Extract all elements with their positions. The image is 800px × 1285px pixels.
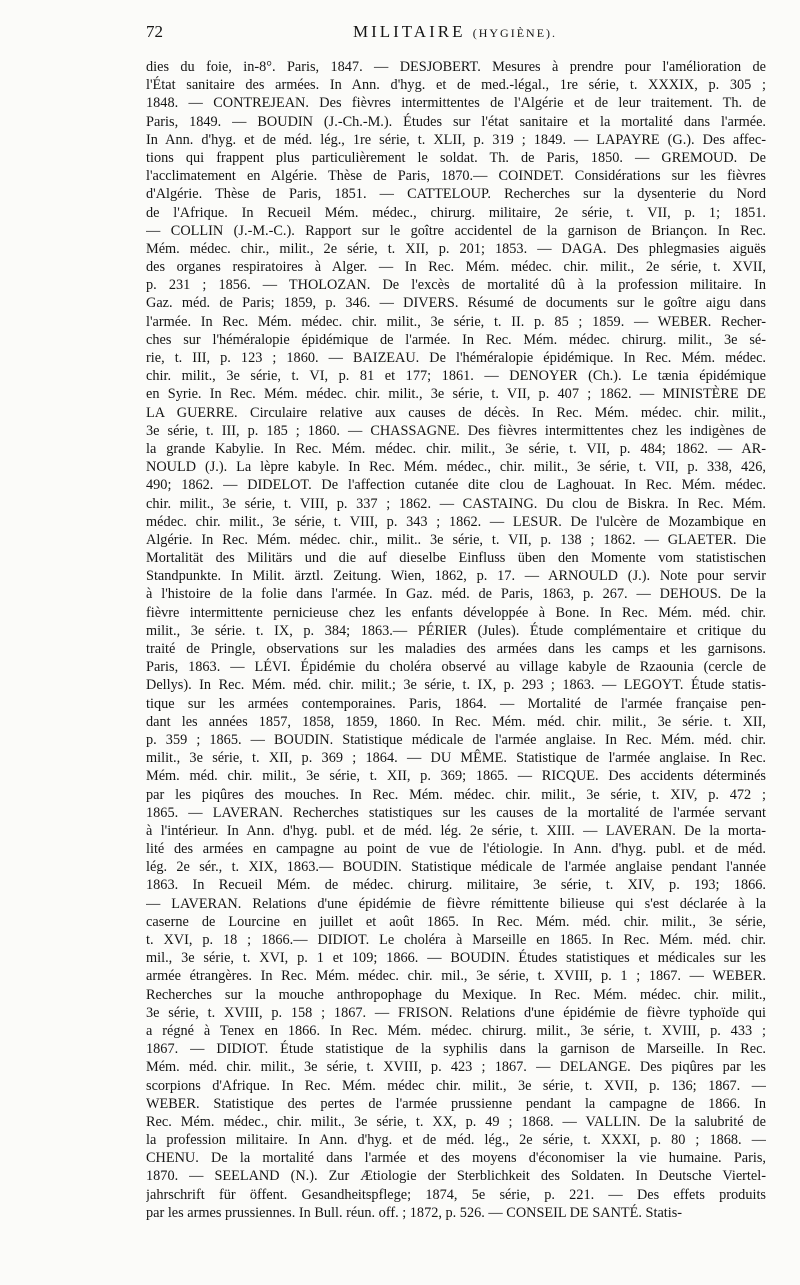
text-line: mil., 3e série, t. XVI, p. 1 et 109; 1866. — BOUDIN. Études statistiques et médicales sur les bbox=[146, 950, 766, 967]
text-line: p. 359 ; 1865. — BOUDIN. Statistique médicale de l'armée anglaise. In Rec. Mém. méd. chir. bbox=[146, 731, 766, 748]
running-head-title: MILITAIRE bbox=[352, 22, 466, 41]
text-line: d'Algérie. Thèse de Paris, 1851. — CATTELOUP. Recherches sur la dysenterie du Nord bbox=[146, 186, 766, 203]
text-line: par les piqûres des mouches. In Rec. Mém. médec. chir. milit., 3e série, t. XIV, p. 472 ; bbox=[146, 786, 766, 803]
text-line: l'armée. In Rec. Mém. médec. chir. milit., 3e série, t. II. p. 85 ; 1859. — WEBER. Recher- bbox=[146, 313, 766, 330]
text-line: à l'histoire de la folie dans l'armée. In Gaz. méd. de Paris, 1863, p. 267. — DEHOUS. De la bbox=[146, 586, 766, 603]
page-header bbox=[146, 22, 764, 46]
text-line: Algérie. In Rec. Mém. médec. chir., milit.. 3e série, t. VII, p. 138 ; 1862. — GLAETER. Die bbox=[146, 531, 766, 548]
text-line: Paris, 1849. — BOUDIN (J.-Ch.-M.). Études sur l'état sanitaire et la mortalité dans l'armée. bbox=[146, 113, 766, 130]
text-line: de l'Afrique. In Recueil Mém. médec., chirurg. militaire, 2e série, t. VII, p. 1; 1851. bbox=[146, 204, 766, 221]
text-line: traité de Pringle, observations sur les maladies des armées dans les camps et les garnisons. bbox=[146, 641, 766, 657]
text-line: par les armes prussiennes. In Bull. réun. off. ; 1872, p. 526. — CONSEIL DE SANTÉ. Statis- bbox=[146, 1204, 683, 1221]
text-line: 3e série, t. XVIII, p. 158 ; 1867. — FRISON. Relations d'une épidémie de fièvre typhoïde qui bbox=[146, 1004, 766, 1021]
text-line: tique sur les armées contemporaines. Paris, 1864. — Mortalité de l'armée française pen- bbox=[146, 695, 766, 712]
text-line: LA GUERRE. Circulaire relative aux causes de décès. In Rec. Mém. médec. chir. milit., bbox=[146, 404, 766, 421]
text-line: Paris, 1863. — LÉVI. Épidémie du choléra observé au village kabyle de Rzaounia (cercle de bbox=[146, 659, 766, 676]
text-line: des organes respiratoires à Alger. — In Rec. Mém. médec. chir. milit., 2e série, t. XVII, bbox=[146, 259, 766, 276]
text-line: 1863. In Recueil Mém. de médec. chirurg. militaire, 3e série, t. XIV, p. 193; 1866. bbox=[146, 877, 766, 894]
text-line: Dellys). In Rec. Mém. méd. chir. milit.; 3e série, t. IX, p. 293 ; 1863. — LEGOYT. Étude statis- bbox=[146, 677, 766, 694]
text-line: Mortalität des Militärs und die auf dieselbe Einfluss üben den Momente vom statistischen bbox=[146, 550, 766, 567]
text-line: t. XVI, p. 18 ; 1866.— DIDIOT. Le choléra à Marseille en 1865. In Rec. Mém. méd. chir. bbox=[146, 932, 766, 948]
text-line: armée étrangères. In Rec. Mém. médec. chir. mil., 3e série, t. XVIII, p. 1 ; 1867. — WEBER. bbox=[146, 968, 766, 985]
running-head-subtitle: (HYGIÈNE). bbox=[472, 26, 558, 40]
text-line: caserne de Lourcine en juillet et août 1865. In Rec. Mém. méd. chir. milit., 3e série, bbox=[146, 913, 766, 930]
text-line: Gaz. méd. de Paris; 1859, p. 346. — DIVERS. Résumé de documents sur le goître aigu dans bbox=[146, 295, 766, 312]
text-line: Recherches sur la mouche anthropophage du Mexique. In Rec. Mém. médec. chir. milit., bbox=[146, 986, 766, 1003]
text-line: WEBER. Statistique des pertes de l'armée prussienne pendant la campagne de 1866. In bbox=[146, 1095, 766, 1112]
page-number: 72 bbox=[146, 22, 163, 41]
running-head bbox=[146, 22, 764, 42]
text-line: tions qui frappent plus particulièrement le soldat. Th. de Paris, 1850. — GREMOUD. De bbox=[146, 149, 766, 166]
text-line: dies du foie, in-8°. Paris, 1847. — DESJOBERT. Mesures à prendre pour l'amélioration de bbox=[146, 59, 766, 75]
text-line: 490; 1862. — DIDELOT. De l'affection cutanée dite clou de Laghouat. In Rec. Mém. médec. bbox=[146, 477, 766, 494]
text-line: Mém. méd. chir. milit., 3e série, t. XVIII, p. 423 ; 1867. — DELANGE. Des piqûres par les bbox=[146, 1059, 766, 1076]
text-line: rie, t. III, p. 123 ; 1860. — BAIZEAU. De l'héméralopie épidémique. In Rec. Mém. médec. bbox=[146, 350, 766, 366]
text-line: lég. 2e sér., t. XIX, 1863.— BOUDIN. Statistique médicale de l'armée anglaise pendant l'année bbox=[146, 859, 766, 876]
text-line: 3e série, t. III, p. 185 ; 1860. — CHASSAGNE. Des fièvres intermittentes chez les indigènes de bbox=[146, 422, 766, 439]
text-line: Mém. méd. chir. milit., 3e série, t. XII, p. 369; 1865. — RICQUE. Des accidents déterminés bbox=[146, 768, 766, 785]
text-line: scorpions d'Afrique. In Rec. Mém. médec chir. milit., 3e série, t. XVII, p. 136; 1867. — bbox=[146, 1077, 766, 1094]
text-line: — COLLIN (J.-M.-C.). Rapport sur le goître accidentel de la garnison de Briançon. In Rec. bbox=[146, 222, 766, 239]
text-line: 1867. — DIDIOT. Étude statistique de la syphilis dans la garnison de Marseille. In Rec. bbox=[146, 1041, 766, 1058]
text-line: milit., 3e série, t. XII, p. 369 ; 1864. — DU MÊME. Statistique de l'armée anglaise. In Rec. bbox=[146, 750, 766, 767]
text-line: jahrschrift für öffent. Gesandheitspflege; 1874, 5e série, p. 221. — Des effets produits bbox=[146, 1186, 766, 1203]
text-line: Mém. médec. chir., milit., 2e série, t. XII, p. 201; 1853. — DAGA. Des phlegmasies aiguës bbox=[146, 240, 766, 257]
text-line: chir. milit., 3e série, t. VI, p. 81 et 177; 1861. — DENOYER (Ch.). Le tænia épidémique bbox=[146, 368, 766, 385]
text-line: 1865. — LAVERAN. Recherches statistiques sur les causes de la mortalité de l'armée servant bbox=[146, 804, 766, 821]
text-line: NOULD (J.). La lèpre kabyle. In Rec. Mém. médec., chir. milit., 3e série, t. VII, p. 338, 426, bbox=[146, 459, 766, 476]
text-line: Rec. Mém. médec., chir. milit., 3e série, t. XX, p. 49 ; 1868. — VALLIN. De la salubrité de bbox=[146, 1113, 766, 1130]
text-line: dant les années 1857, 1858, 1859, 1860. In Rec. Mém. méd. chir. milit., 3e série. t. XII, bbox=[146, 713, 766, 730]
text-line: la profession militaire. In Ann. d'hyg. et de méd. lég., 2e série, t. XXXI, p. 80 ; 1868. — bbox=[146, 1132, 766, 1149]
text-line: en Syrie. In Rec. Mém. médec. chir. milit., 3e série, t. VII, p. 407 ; 1862. — MINISTÈRE DE bbox=[146, 386, 766, 403]
text-line: fièvre intermittente pernicieuse chez les enfants développée à Bone. In Rec. Mém. méd. chir. bbox=[146, 604, 766, 621]
text-line: a régné à Tenex en 1866. In Rec. Mém. médec. chirurg. milit., 3e série, t. XVIII, p. 433 ; bbox=[146, 1022, 766, 1039]
text-line: CHENU. De la mortalité dans l'armée et des moyens d'économiser la vie humaine. Paris, bbox=[146, 1150, 766, 1167]
text-line: l'État sanitaire des armées. In Ann. d'hyg. et de med.-légal., 1re série, t. XXXIX, p. 305 ; bbox=[146, 77, 766, 94]
text-line: Standpunkte. In Milit. ärztl. Zeitung. Wien, 1862, p. 17. — ARNOULD (J.). Note pour servir bbox=[146, 568, 766, 585]
text-line: l'acclimatement en Algérie. Thèse de Paris, 1870.— COINDET. Considérations sur les fièvres bbox=[146, 168, 766, 185]
text-line: chir. milit., 3e série, t. VIII, p. 337 ; 1862. — CASTAING. Du clou de Biskra. In Rec. Mém. bbox=[146, 495, 766, 512]
text-line: — LAVERAN. Relations d'une épidémie de fièvre rémittente bilieuse qui s'est déclarée à la bbox=[146, 895, 766, 912]
text-line: médec. chir. milit., 3e série, t. VIII, p. 343 ; 1862. — LESUR. De l'ulcère de Mozambique en bbox=[146, 513, 766, 530]
text-line: lité des armées en campagne au point de vue de l'étiologie. In Ann. d'hyg. publ. et de méd. bbox=[146, 841, 766, 858]
text-line: milit., 3e série. t. IX, p. 384; 1863.— PÉRIER (Jules). Étude complémentaire et critique du bbox=[146, 622, 766, 639]
text-line: à l'intérieur. In Ann. d'hyg. publ. et de méd. lég. 2e série, t. XIII. — LAVERAN. De la morta- bbox=[146, 822, 766, 839]
text-line: In Ann. d'hyg. et de méd. lég., 1re série, t. XLII, p. 319 ; 1849. — LAPAYRE (G.). Des affec- bbox=[146, 131, 766, 148]
bibliography-text bbox=[146, 58, 766, 1222]
text-line: 1848. — CONTREJEAN. Des fièvres intermittentes de l'Algérie et de leur traitement. Th. de bbox=[146, 95, 766, 112]
text-line: p. 231 ; 1856. — THOLOZAN. De l'excès de mortalité dû à la profession militaire. In bbox=[146, 277, 766, 294]
text-line: ches sur l'héméralopie épidémique de l'armée. In Rec. Mém. médec. chirurg. milit., 3e sé- bbox=[146, 331, 766, 348]
text-line: 1870. — SEELAND (N.). Zur Ætiologie der Sterblichkeit des Soldaten. In Deutsche Viertel- bbox=[146, 1168, 766, 1185]
text-line: la grande Kabylie. In Rec. Mém. médec. chir. milit., 3e série, t. VII, p. 484; 1862. — AR- bbox=[146, 440, 766, 457]
